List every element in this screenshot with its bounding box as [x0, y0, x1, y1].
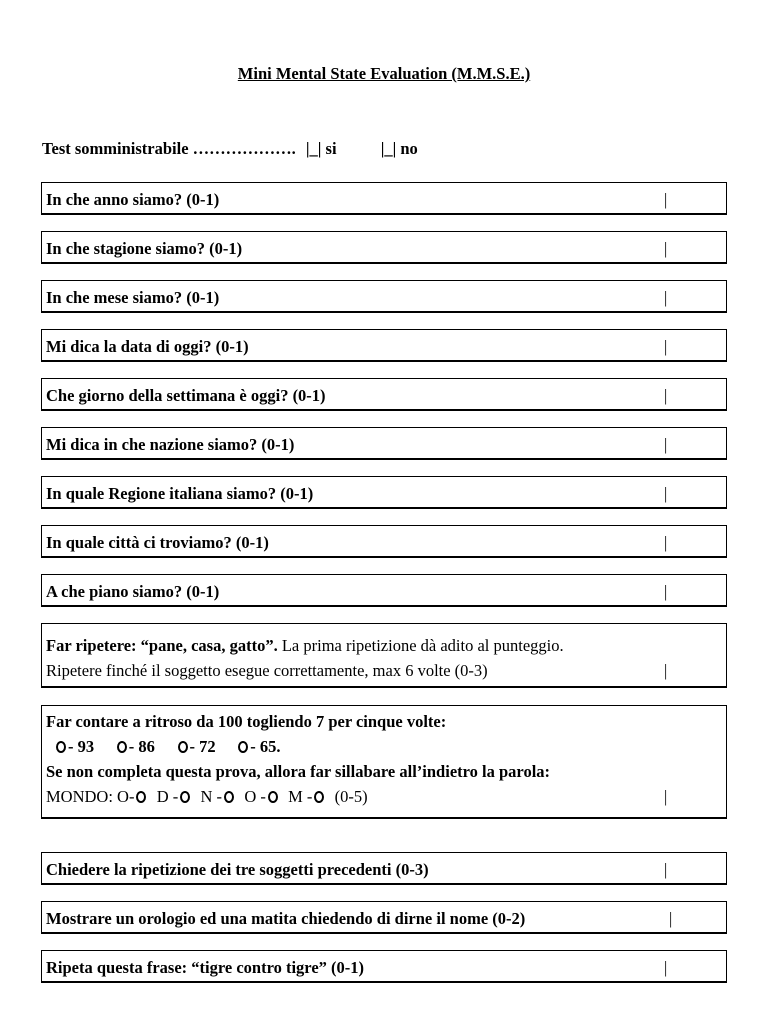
countdown-circle-1[interactable] — [56, 741, 66, 753]
repeat-line-2: Ripetere finché il soggetto esegue correttamente, max 6 volte (0-3) — [46, 661, 488, 680]
question-box-date — [41, 329, 727, 362]
spelling-row — [46, 787, 368, 807]
question-text: In quale Regione italiana siamo? (0-1) — [46, 484, 314, 503]
question-text: Ripeta questa frase: “tigre contro tigre” (0-1) — [46, 958, 365, 977]
score-field[interactable]: | — [664, 661, 668, 680]
repeat-line-1 — [46, 636, 564, 656]
score-field[interactable]: | — [664, 288, 668, 307]
question-text: In che mese siamo? (0-1) — [46, 288, 220, 307]
question-text: In che stagione siamo? (0-1) — [46, 239, 243, 258]
question-box-countdown — [41, 705, 727, 819]
question-text: In quale città ci troviamo? (0-1) — [46, 533, 269, 552]
spelling-letter: D - — [156, 787, 179, 806]
word-label: MONDO: — [46, 787, 113, 806]
spelling-score: (0-5) — [334, 787, 368, 806]
page-title: Mini Mental State Evaluation (M.M.S.E.) — [237, 64, 531, 83]
question-text: Mi dica in che nazione siamo? (0-1) — [46, 435, 295, 454]
score-field[interactable]: | — [664, 386, 668, 405]
question-text: In che anno siamo? (0-1) — [46, 190, 220, 209]
question-text: Che giorno della settimana è oggi? (0-1) — [46, 386, 326, 405]
countdown-instruction: Far contare a ritroso da 100 togliendo 7 per cinque volte: — [46, 712, 447, 731]
spelling-circle-1[interactable] — [136, 791, 146, 803]
question-box-repeat-phrase — [41, 950, 727, 983]
score-field[interactable]: | — [664, 484, 668, 503]
countdown-values — [54, 737, 281, 757]
countdown-value: - 65. — [250, 737, 281, 756]
question-box-floor — [41, 574, 727, 607]
countdown-value: - 86 — [128, 737, 155, 756]
score-field[interactable]: | — [664, 239, 668, 258]
question-box-repeat-words — [41, 623, 727, 688]
question-text: Chiedere la ripetizione dei tre soggetti precedenti (0-3) — [46, 860, 429, 879]
spelling-circle-2[interactable] — [180, 791, 190, 803]
countdown-value: - 93 — [68, 737, 95, 756]
spelling-letter: O - — [244, 787, 266, 806]
question-box-month — [41, 280, 727, 313]
question-box-city — [41, 525, 727, 558]
score-field[interactable]: | — [664, 435, 668, 454]
repeat-instruction: Far ripetere: “pane, casa, gatto”. — [46, 636, 278, 655]
question-text: Mostrare un orologio ed una matita chiedendo di dirne il nome (0-2) — [46, 909, 526, 928]
checkbox-no[interactable]: |_| no — [380, 139, 418, 158]
spelling-letter: N - — [200, 787, 223, 806]
score-field[interactable]: | — [664, 190, 668, 209]
question-box-recall — [41, 852, 727, 885]
score-field[interactable]: | — [664, 787, 668, 806]
repeat-note: La prima ripetizione dà adito al punteggio. — [277, 636, 564, 655]
countdown-circle-3[interactable] — [178, 741, 188, 753]
spelling-instruction: Se non completa questa prova, allora far sillabare all’indietro la parola: — [46, 762, 551, 781]
score-field[interactable]: | — [664, 958, 668, 977]
question-box-season — [41, 231, 727, 264]
score-field[interactable]: | — [669, 909, 673, 928]
question-text: Mi dica la data di oggi? (0-1) — [46, 337, 249, 356]
score-field[interactable]: | — [664, 533, 668, 552]
question-box-region — [41, 476, 727, 509]
test-administrable-label: Test somministrabile ………………. — [42, 139, 296, 158]
spelling-circle-3[interactable] — [224, 791, 234, 803]
score-field[interactable]: | — [664, 582, 668, 601]
question-text: A che piano siamo? (0-1) — [46, 582, 220, 601]
question-box-year — [41, 182, 727, 215]
spelling-circle-5[interactable] — [314, 791, 324, 803]
spelling-circle-4[interactable] — [268, 791, 278, 803]
countdown-value: - 72 — [189, 737, 216, 756]
question-box-weekday — [41, 378, 727, 411]
countdown-circle-2[interactable] — [117, 741, 127, 753]
score-field[interactable]: | — [664, 337, 668, 356]
countdown-circle-4[interactable] — [238, 741, 248, 753]
spelling-letter: M - — [288, 787, 313, 806]
score-field[interactable]: | — [664, 860, 668, 879]
question-box-nation — [41, 427, 727, 460]
test-administrable-row — [42, 139, 418, 159]
checkbox-si[interactable]: |_| si — [305, 139, 337, 158]
question-box-naming — [41, 901, 727, 934]
spelling-letter: O- — [117, 787, 135, 806]
